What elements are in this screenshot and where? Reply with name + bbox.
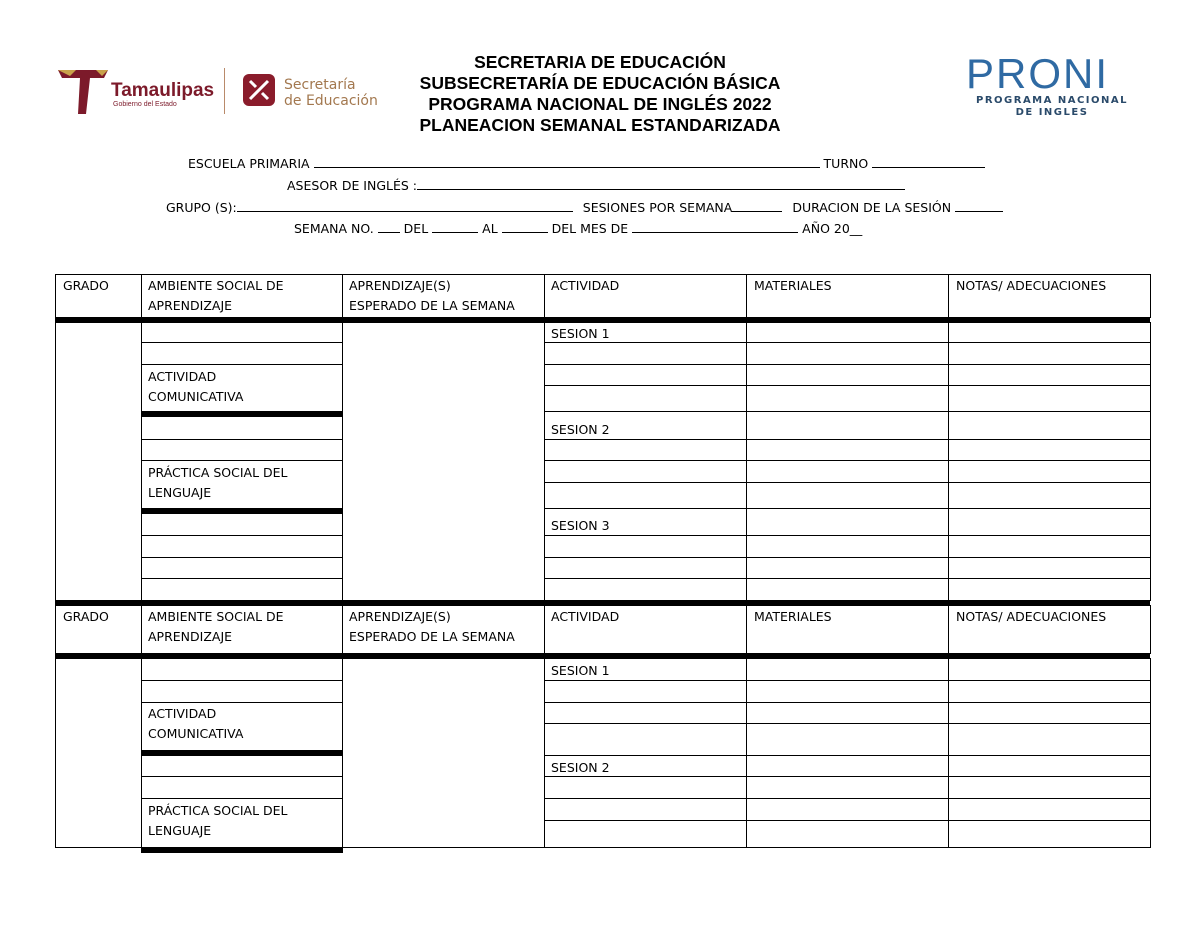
block1-sesion-2: SESION 2: [551, 422, 610, 437]
block1-row-cell[interactable]: [948, 557, 1151, 579]
block1-row-cell[interactable]: [746, 364, 949, 386]
block1-ambiente-cell[interactable]: [141, 322, 343, 343]
asesor-label: ASESOR DE INGLÉS :: [287, 178, 418, 193]
block1-row-cell[interactable]: [746, 535, 949, 558]
block1-header-ambiente-2: APRENDIZAJE: [148, 298, 233, 313]
block1-psl-label-2: LENGUAJE: [148, 485, 212, 500]
block1-ambiente-cell[interactable]: [141, 416, 343, 440]
block1-actividad-label-2: COMUNICATIVA: [148, 389, 244, 404]
block1-sesion-1: SESION 1: [551, 326, 610, 341]
title-line-4: PLANEACION SEMANAL ESTANDARIZADA: [419, 115, 781, 135]
sesiones-label: SESIONES POR SEMANA: [582, 200, 733, 215]
al-label: AL: [482, 221, 498, 236]
block1-actividad-label-1: ACTIVIDAD: [148, 369, 217, 384]
escuela-label: ESCUELA PRIMARIA: [188, 156, 310, 171]
block1-row-cell[interactable]: [948, 439, 1151, 461]
block1-ambiente-cell[interactable]: [141, 342, 343, 365]
proni-sub-line2: DE INGLES: [1015, 107, 1089, 118]
tamaulipas-tagline: Gobierno del Estado: [113, 101, 177, 108]
block2-sesion-1: SESION 1: [551, 663, 610, 678]
block1-ambiente-cell[interactable]: [141, 513, 343, 536]
block1-header-aprendizaje-1: APRENDIZAJE(S): [349, 278, 451, 293]
block1-row-cell[interactable]: [746, 460, 949, 483]
block2-header-grado: GRADO: [63, 609, 109, 624]
block1-row-cell[interactable]: [948, 342, 1151, 365]
block2-row-cell[interactable]: [544, 680, 747, 703]
block2-actividad-label-1: ACTIVIDAD: [148, 706, 217, 721]
block2-row-cell[interactable]: [948, 680, 1151, 703]
title-line-2: SUBSECRETARÍA DE EDUCACIÓN BÁSICA: [419, 73, 781, 93]
secretaria-line2: de Educación: [284, 93, 378, 109]
block2-row-cell[interactable]: [544, 723, 747, 756]
block2-row-cell[interactable]: [544, 702, 747, 724]
block2-header-aprendizaje-1: APRENDIZAJE(S): [349, 609, 451, 624]
anio-label: AÑO 20__: [802, 221, 863, 236]
block1-row-cell[interactable]: [746, 385, 949, 412]
block2-sesion-2: SESION 2: [551, 760, 610, 775]
block2-header-actividad: ACTIVIDAD: [551, 609, 620, 624]
mes-label: DEL MES DE: [551, 221, 629, 236]
block2-row-cell[interactable]: [544, 820, 747, 848]
block1-header-grado: GRADO: [63, 278, 109, 293]
block2-ambiente-cell[interactable]: [141, 755, 343, 777]
block1-row-cell[interactable]: [746, 439, 949, 461]
block1-row-cell[interactable]: [746, 411, 949, 440]
block1-row-cell[interactable]: [948, 385, 1151, 412]
block1-row-cell[interactable]: [746, 482, 949, 509]
turno-label: TURNO: [823, 156, 869, 171]
block2-row-cell[interactable]: [746, 723, 949, 756]
block1-row-cell[interactable]: [544, 535, 747, 558]
block1-ambiente-cell[interactable]: [141, 535, 343, 558]
block2-row-cell[interactable]: [544, 798, 747, 821]
block2-row-cell[interactable]: [948, 798, 1151, 821]
proni-word: PRONI: [966, 50, 1110, 97]
block2-row-cell[interactable]: [948, 755, 1151, 777]
block2-header-ambiente-1: AMBIENTE SOCIAL DE: [148, 609, 284, 624]
del-label: DEL: [403, 221, 429, 236]
block2-row-cell[interactable]: [948, 658, 1151, 681]
proni-sub-line1: PROGRAMA NACIONAL: [976, 95, 1128, 106]
block2-row-cell[interactable]: [948, 723, 1151, 756]
block2-psl-label-2: LENGUAJE: [148, 823, 212, 838]
block1-row-cell[interactable]: [544, 482, 747, 509]
block2-ambiente-divider: [141, 750, 343, 755]
block1-grado-cell[interactable]: [55, 322, 142, 601]
block1-header-aprendizaje-2: ESPERADO DE LA SEMANA: [349, 298, 515, 313]
block1-header-actividad: ACTIVIDAD: [551, 278, 620, 293]
block2-row-cell[interactable]: [948, 702, 1151, 724]
block1-row-cell[interactable]: [746, 342, 949, 365]
title-line-3: PROGRAMA NACIONAL DE INGLÉS 2022: [428, 94, 772, 114]
grupo-label: GRUPO (S):: [166, 200, 237, 215]
duracion-label: DURACION DE LA SESIÓN: [792, 200, 952, 215]
block1-row-cell[interactable]: [948, 508, 1151, 536]
block1-sesion-3: SESION 3: [551, 518, 610, 533]
block2-header-aprendizaje-2: ESPERADO DE LA SEMANA: [349, 629, 515, 644]
block2-row-cell[interactable]: [544, 776, 747, 799]
block1-header-notas: NOTAS/ ADECUACIONES: [956, 278, 1107, 293]
block1-row-cell[interactable]: [544, 460, 747, 483]
block2-row-cell[interactable]: [746, 820, 949, 848]
block1-row-cell[interactable]: [544, 557, 747, 579]
block2-row-cell[interactable]: [746, 776, 949, 799]
block1-row-cell[interactable]: [948, 322, 1151, 343]
block2-row-cell[interactable]: [746, 755, 949, 777]
block2-header-notas: NOTAS/ ADECUACIONES: [956, 609, 1107, 624]
block1-row-cell[interactable]: [746, 322, 949, 343]
block1-aprendizaje-cell[interactable]: [342, 322, 545, 601]
block1-row-cell[interactable]: [544, 578, 747, 601]
block2-ambiente-cell[interactable]: [141, 776, 343, 799]
block1-row-cell[interactable]: [544, 342, 747, 365]
block2-psl-label-1: PRÁCTICA SOCIAL DEL: [148, 803, 288, 818]
block1-ambiente-cell[interactable]: [141, 557, 343, 579]
block1-row-cell[interactable]: [948, 411, 1151, 440]
block1-psl-label-1: PRÁCTICA SOCIAL DEL: [148, 465, 288, 480]
semana-label: SEMANA NO.: [294, 221, 374, 236]
block1-row-cell[interactable]: [948, 460, 1151, 483]
block2-header-materiales: MATERIALES: [754, 609, 832, 624]
block1-ambiente-cell[interactable]: [141, 578, 343, 601]
block1-header-ambiente-1: AMBIENTE SOCIAL DE: [148, 278, 284, 293]
block1-row-cell[interactable]: [948, 578, 1151, 601]
block2-ambiente-bottom: [141, 847, 343, 853]
block2-row-cell[interactable]: [948, 820, 1151, 848]
block2-aprendizaje-cell[interactable]: [342, 658, 545, 848]
block1-row-cell[interactable]: [948, 364, 1151, 386]
block2-row-cell[interactable]: [948, 776, 1151, 799]
block1-ambiente-divider: [141, 508, 343, 513]
block1-row-cell[interactable]: [948, 482, 1151, 509]
block1-row-cell[interactable]: [746, 557, 949, 579]
block2-header-ambiente-2: APRENDIZAJE: [148, 629, 233, 644]
title-line-1: SECRETARIA DE EDUCACIÓN: [474, 52, 726, 72]
block2-ambiente-cell[interactable]: [141, 680, 343, 703]
block1-header-materiales: MATERIALES: [754, 278, 832, 293]
block2-actividad-label-2: COMUNICATIVA: [148, 726, 244, 741]
secretaria-line1: Secretaría: [284, 77, 356, 93]
block2-row-cell[interactable]: [746, 702, 949, 724]
block1-row-cell[interactable]: [544, 364, 747, 386]
block1-row-cell[interactable]: [746, 508, 949, 536]
block2-row-cell[interactable]: [746, 658, 949, 681]
block2-row-cell[interactable]: [746, 680, 949, 703]
block1-ambiente-cell[interactable]: [141, 439, 343, 461]
block2-ambiente-cell[interactable]: [141, 658, 343, 681]
block1-row-cell[interactable]: [544, 385, 747, 412]
block2-row-cell[interactable]: [746, 798, 949, 821]
block1-ambiente-divider: [141, 411, 343, 416]
block1-row-cell[interactable]: [746, 578, 949, 601]
block1-row-cell[interactable]: [948, 535, 1151, 558]
block2-grado-cell[interactable]: [55, 658, 142, 848]
block1-row-cell[interactable]: [544, 439, 747, 461]
tamaulipas-word: Tamaulipas: [111, 80, 215, 101]
